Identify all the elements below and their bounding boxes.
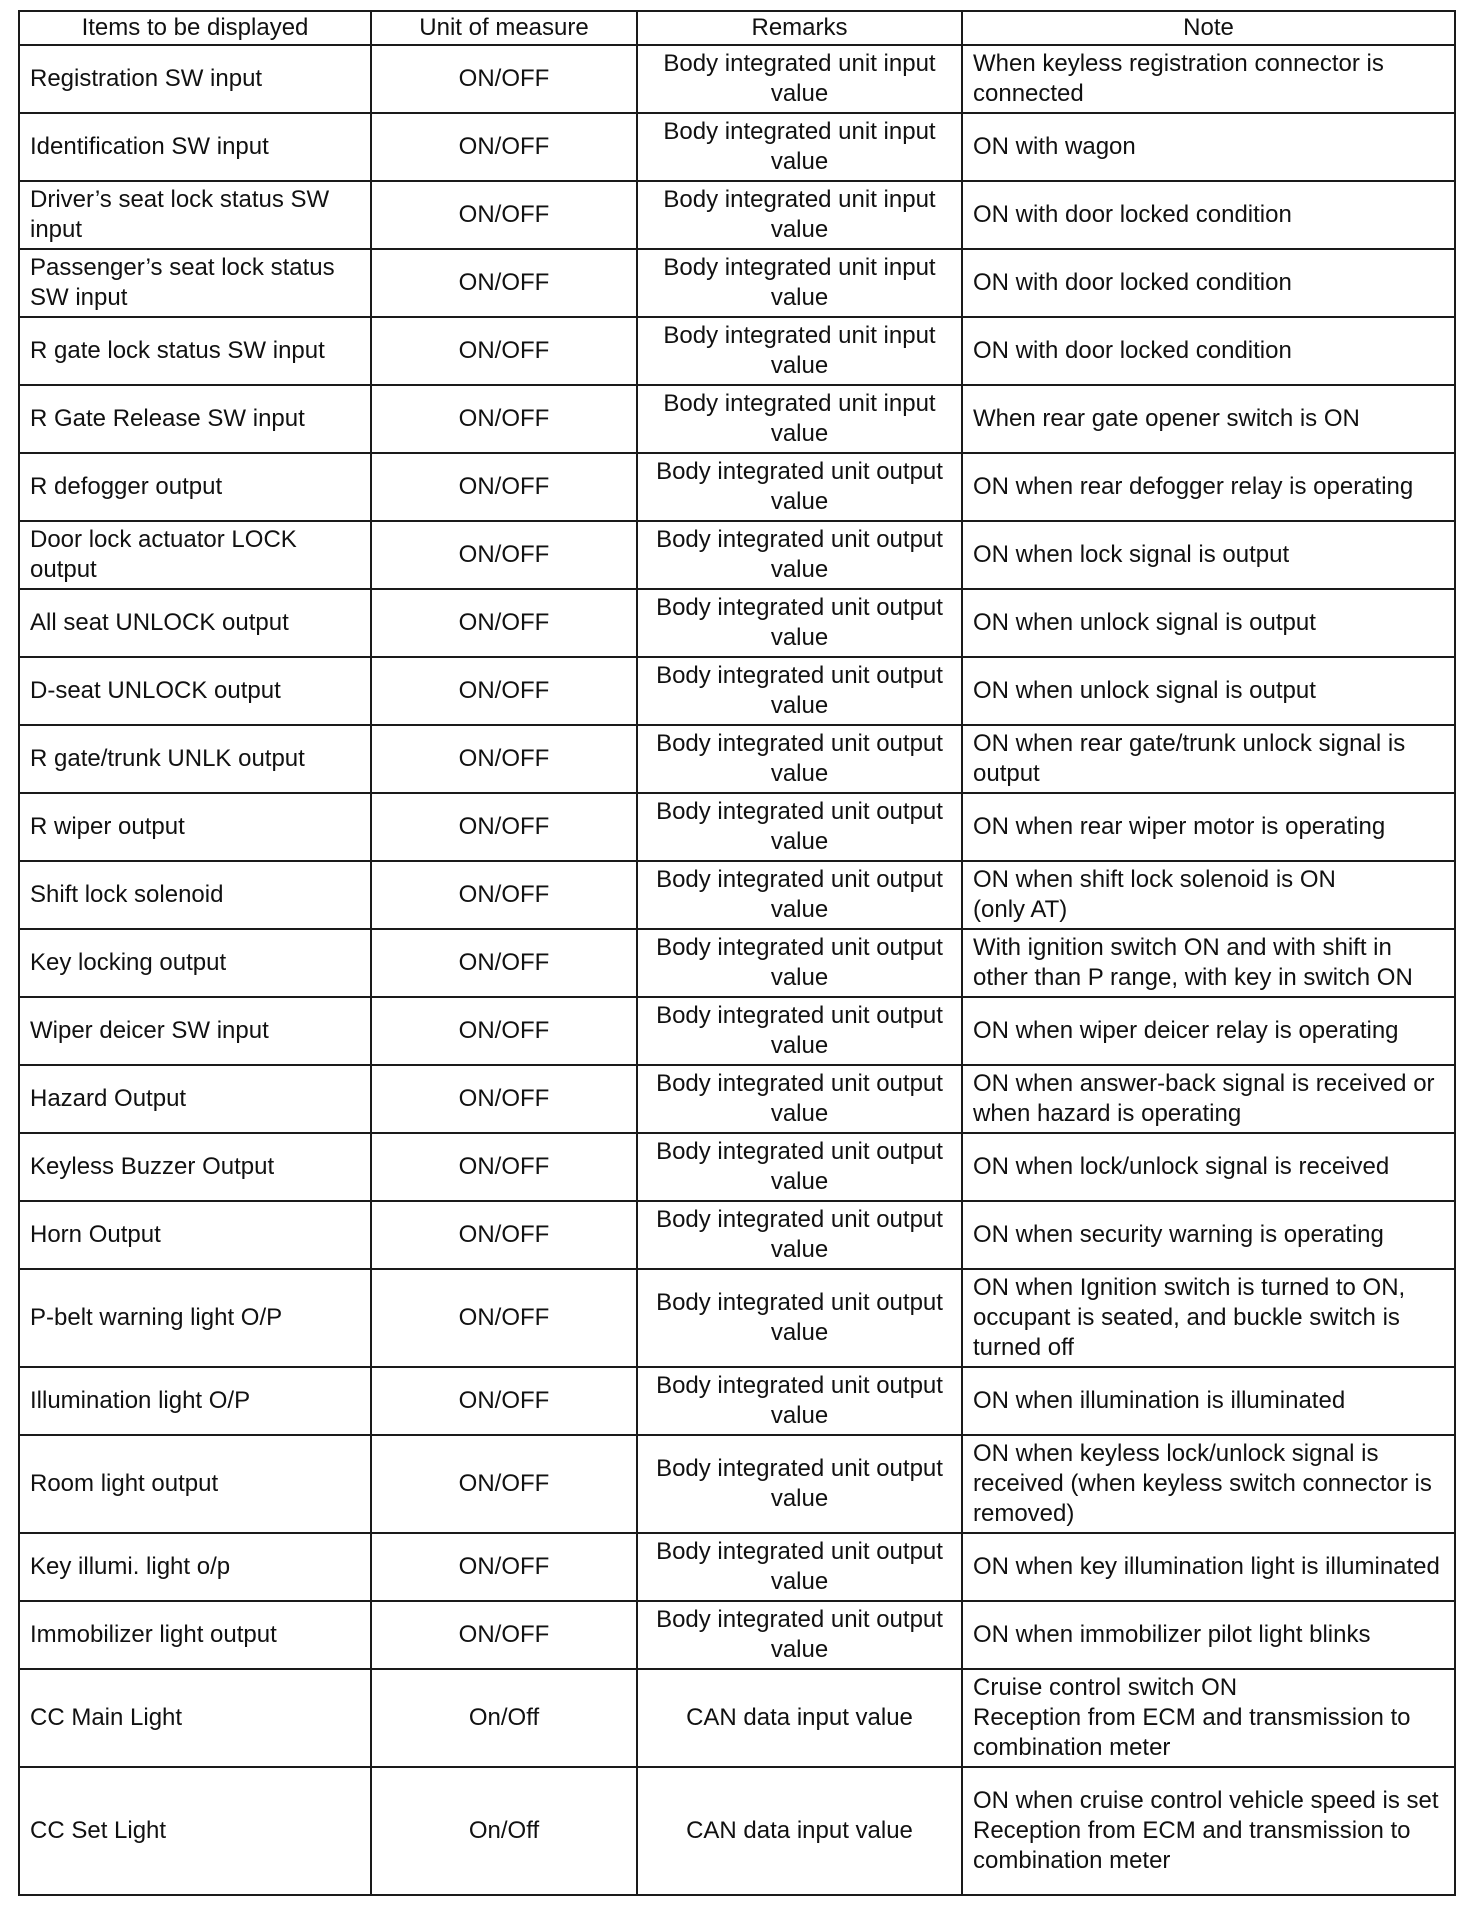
- cell-remarks: Body integrated unit output value: [637, 861, 962, 929]
- cell-item: D-seat UNLOCK output: [19, 657, 371, 725]
- cell-item: Wiper deicer SW input: [19, 997, 371, 1065]
- cell-remarks: Body integrated unit output value: [637, 1201, 962, 1269]
- cell-note: ON when rear defogger relay is operating: [962, 453, 1455, 521]
- cell-item: Key illumi. light o/p: [19, 1533, 371, 1601]
- cell-item: P-belt warning light O/P: [19, 1269, 371, 1367]
- cell-item: Keyless Buzzer Output: [19, 1133, 371, 1201]
- cell-item: R defogger output: [19, 453, 371, 521]
- cell-item: CC Set Light: [19, 1767, 371, 1895]
- header-remarks: Remarks: [637, 11, 962, 45]
- cell-remarks: Body integrated unit output value: [637, 521, 962, 589]
- cell-item: Shift lock solenoid: [19, 861, 371, 929]
- cell-note: Cruise control switch ON Reception from ECM and transmission to combination meter: [962, 1669, 1455, 1767]
- cell-remarks: Body integrated unit input value: [637, 249, 962, 317]
- cell-unit: On/Off: [371, 1669, 637, 1767]
- cell-unit: ON/OFF: [371, 1601, 637, 1669]
- cell-unit: ON/OFF: [371, 249, 637, 317]
- cell-unit: ON/OFF: [371, 453, 637, 521]
- cell-note: ON when rear wiper motor is operating: [962, 793, 1455, 861]
- cell-remarks: Body integrated unit output value: [637, 929, 962, 997]
- cell-item: Key locking output: [19, 929, 371, 997]
- cell-unit: ON/OFF: [371, 385, 637, 453]
- cell-note: ON when answer-back signal is received or when hazard is operating: [962, 1065, 1455, 1133]
- cell-item: R gate lock status SW input: [19, 317, 371, 385]
- table-row: [19, 1767, 1455, 1895]
- cell-item: Illumination light O/P: [19, 1367, 371, 1435]
- table-row: [19, 929, 1455, 997]
- header-items: Items to be displayed: [19, 11, 371, 45]
- cell-note: With ignition switch ON and with shift in other than P range, with key in switch ON: [962, 929, 1455, 997]
- cell-note: ON when unlock signal is output: [962, 589, 1455, 657]
- cell-unit: ON/OFF: [371, 521, 637, 589]
- table-row: [19, 657, 1455, 725]
- cell-remarks: Body integrated unit output value: [637, 1133, 962, 1201]
- table-row: [19, 1533, 1455, 1601]
- cell-note: ON when key illumination light is illuminated: [962, 1533, 1455, 1601]
- cell-item: Immobilizer light output: [19, 1601, 371, 1669]
- table-row: [19, 861, 1455, 929]
- table-row: [19, 1367, 1455, 1435]
- cell-remarks: Body integrated unit output value: [637, 453, 962, 521]
- cell-remarks: Body integrated unit output value: [637, 589, 962, 657]
- cell-remarks: CAN data input value: [637, 1669, 962, 1767]
- cell-item: Room light output: [19, 1435, 371, 1533]
- header-unit: Unit of measure: [371, 11, 637, 45]
- cell-remarks: Body integrated unit output value: [637, 725, 962, 793]
- cell-note: ON when illumination is illuminated: [962, 1367, 1455, 1435]
- cell-item: R Gate Release SW input: [19, 385, 371, 453]
- cell-item: Registration SW input: [19, 45, 371, 113]
- cell-remarks: Body integrated unit output value: [637, 1601, 962, 1669]
- cell-unit: ON/OFF: [371, 725, 637, 793]
- table-row: [19, 1601, 1455, 1669]
- cell-unit: ON/OFF: [371, 1133, 637, 1201]
- table-row: [19, 997, 1455, 1065]
- table-row: [19, 181, 1455, 249]
- cell-unit: On/Off: [371, 1767, 637, 1895]
- cell-item: Door lock actuator LOCK output: [19, 521, 371, 589]
- cell-note: ON with door locked condition: [962, 317, 1455, 385]
- cell-unit: ON/OFF: [371, 181, 637, 249]
- table-row: [19, 249, 1455, 317]
- cell-remarks: Body integrated unit input value: [637, 385, 962, 453]
- cell-remarks: Body integrated unit input value: [637, 181, 962, 249]
- table-row: [19, 1201, 1455, 1269]
- table-row: [19, 793, 1455, 861]
- cell-unit: ON/OFF: [371, 1065, 637, 1133]
- cell-note: ON when shift lock solenoid is ON (only AT): [962, 861, 1455, 929]
- cell-unit: ON/OFF: [371, 317, 637, 385]
- table-row: [19, 521, 1455, 589]
- header-row: [19, 11, 1455, 45]
- cell-unit: ON/OFF: [371, 997, 637, 1065]
- table-row: [19, 1133, 1455, 1201]
- cell-unit: ON/OFF: [371, 1435, 637, 1533]
- cell-unit: ON/OFF: [371, 113, 637, 181]
- cell-item: Passenger’s seat lock status SW input: [19, 249, 371, 317]
- table-row: [19, 45, 1455, 113]
- cell-remarks: Body integrated unit output value: [637, 1367, 962, 1435]
- cell-note: ON when immobilizer pilot light blinks: [962, 1601, 1455, 1669]
- cell-remarks: Body integrated unit input value: [637, 45, 962, 113]
- cell-remarks: Body integrated unit output value: [637, 1435, 962, 1533]
- cell-unit: ON/OFF: [371, 45, 637, 113]
- table-row: [19, 113, 1455, 181]
- cell-unit: ON/OFF: [371, 861, 637, 929]
- table-row: [19, 1065, 1455, 1133]
- cell-note: When rear gate opener switch is ON: [962, 385, 1455, 453]
- cell-remarks: Body integrated unit input value: [637, 113, 962, 181]
- cell-item: R gate/trunk UNLK output: [19, 725, 371, 793]
- table-header: [19, 11, 1455, 45]
- cell-remarks: Body integrated unit output value: [637, 1533, 962, 1601]
- cell-note: ON when lock/unlock signal is received: [962, 1133, 1455, 1201]
- table-row: [19, 589, 1455, 657]
- cell-unit: ON/OFF: [371, 589, 637, 657]
- header-note: Note: [962, 11, 1455, 45]
- cell-note: ON with door locked condition: [962, 181, 1455, 249]
- cell-note: ON when wiper deicer relay is operating: [962, 997, 1455, 1065]
- table-row: [19, 453, 1455, 521]
- cell-unit: ON/OFF: [371, 793, 637, 861]
- cell-unit: ON/OFF: [371, 929, 637, 997]
- cell-item: R wiper output: [19, 793, 371, 861]
- cell-note: ON with wagon: [962, 113, 1455, 181]
- cell-note: When keyless registration connector is connected: [962, 45, 1455, 113]
- cell-remarks: Body integrated unit output value: [637, 997, 962, 1065]
- table-row: [19, 385, 1455, 453]
- cell-remarks: Body integrated unit output value: [637, 1065, 962, 1133]
- cell-remarks: Body integrated unit input value: [637, 317, 962, 385]
- cell-note: ON when lock signal is output: [962, 521, 1455, 589]
- cell-note: ON when unlock signal is output: [962, 657, 1455, 725]
- cell-note: ON when rear gate/trunk unlock signal is output: [962, 725, 1455, 793]
- table-row: [19, 1269, 1455, 1367]
- cell-note: ON when cruise control vehicle speed is set Reception from ECM and transmission to combination meter: [962, 1767, 1455, 1895]
- cell-item: Horn Output: [19, 1201, 371, 1269]
- cell-remarks: Body integrated unit output value: [637, 657, 962, 725]
- cell-unit: ON/OFF: [371, 1533, 637, 1601]
- cell-note: ON with door locked condition: [962, 249, 1455, 317]
- cell-unit: ON/OFF: [371, 1367, 637, 1435]
- data-table: [18, 10, 1456, 1896]
- cell-unit: ON/OFF: [371, 1201, 637, 1269]
- cell-note: ON when keyless lock/unlock signal is received (when keyless switch connector is removed): [962, 1435, 1455, 1533]
- table-row: [19, 317, 1455, 385]
- cell-note: ON when security warning is operating: [962, 1201, 1455, 1269]
- cell-remarks: Body integrated unit output value: [637, 793, 962, 861]
- cell-remarks: Body integrated unit output value: [637, 1269, 962, 1367]
- cell-item: Driver’s seat lock status SW input: [19, 181, 371, 249]
- table-row: [19, 1669, 1455, 1767]
- cell-unit: ON/OFF: [371, 1269, 637, 1367]
- table-body: [19, 45, 1455, 1895]
- cell-item: Identification SW input: [19, 113, 371, 181]
- cell-item: All seat UNLOCK output: [19, 589, 371, 657]
- table-row: [19, 725, 1455, 793]
- cell-item: Hazard Output: [19, 1065, 371, 1133]
- cell-note: ON when Ignition switch is turned to ON, occupant is seated, and buckle switch is turned off: [962, 1269, 1455, 1367]
- cell-item: CC Main Light: [19, 1669, 371, 1767]
- cell-unit: ON/OFF: [371, 657, 637, 725]
- table-row: [19, 1435, 1455, 1533]
- cell-remarks: CAN data input value: [637, 1767, 962, 1895]
